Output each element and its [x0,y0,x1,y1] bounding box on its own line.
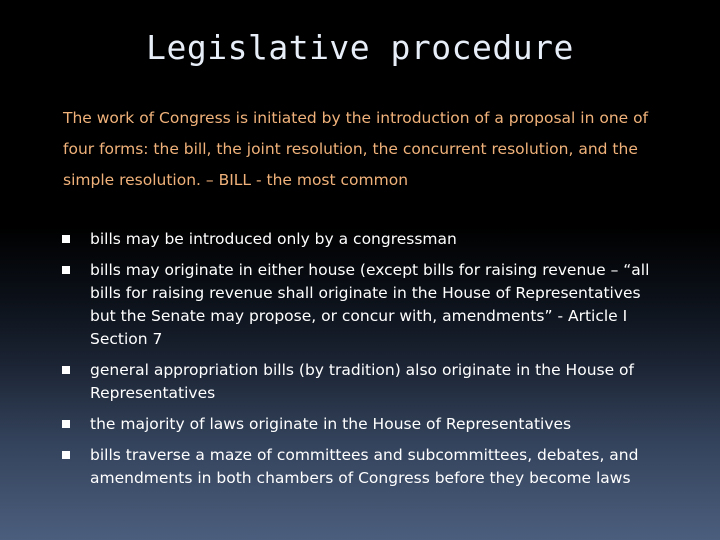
square-bullet-icon [62,451,70,459]
bullet-text: bills may originate in either house (except bills for raising revenue – “all bills for raising revenue shall originate in the House of Representatives but the Senate may propose, or concur with, amendments” - Article I Section 7 [90,261,650,348]
square-bullet-icon [62,266,70,274]
list-item [62,444,662,490]
list-item [62,228,662,251]
intro-paragraph: The work of Congress is initiated by the introduction of a proposal in one of four forms: the bill, the joint resolution, the concurrent resolution, and the simple resolution. – BILL - the most common [63,109,649,189]
list-item [62,413,662,436]
bullet-text: bills traverse a maze of committees and subcommittees, debates, and amendments in both chambers of Congress before they become laws [90,446,639,487]
bullet-text: the majority of laws originate in the House of Representatives [90,415,572,433]
square-bullet-icon [62,235,70,243]
bullet-list [62,228,662,498]
square-bullet-icon [62,420,70,428]
list-item [62,359,662,405]
square-bullet-icon [62,366,70,374]
bullet-text: bills may be introduced only by a congressman [90,230,457,248]
slide-title: Legislative procedure [146,28,574,67]
bullet-text: general appropriation bills (by tradition) also originate in the House of Representatives [90,361,634,402]
list-item [62,259,662,351]
